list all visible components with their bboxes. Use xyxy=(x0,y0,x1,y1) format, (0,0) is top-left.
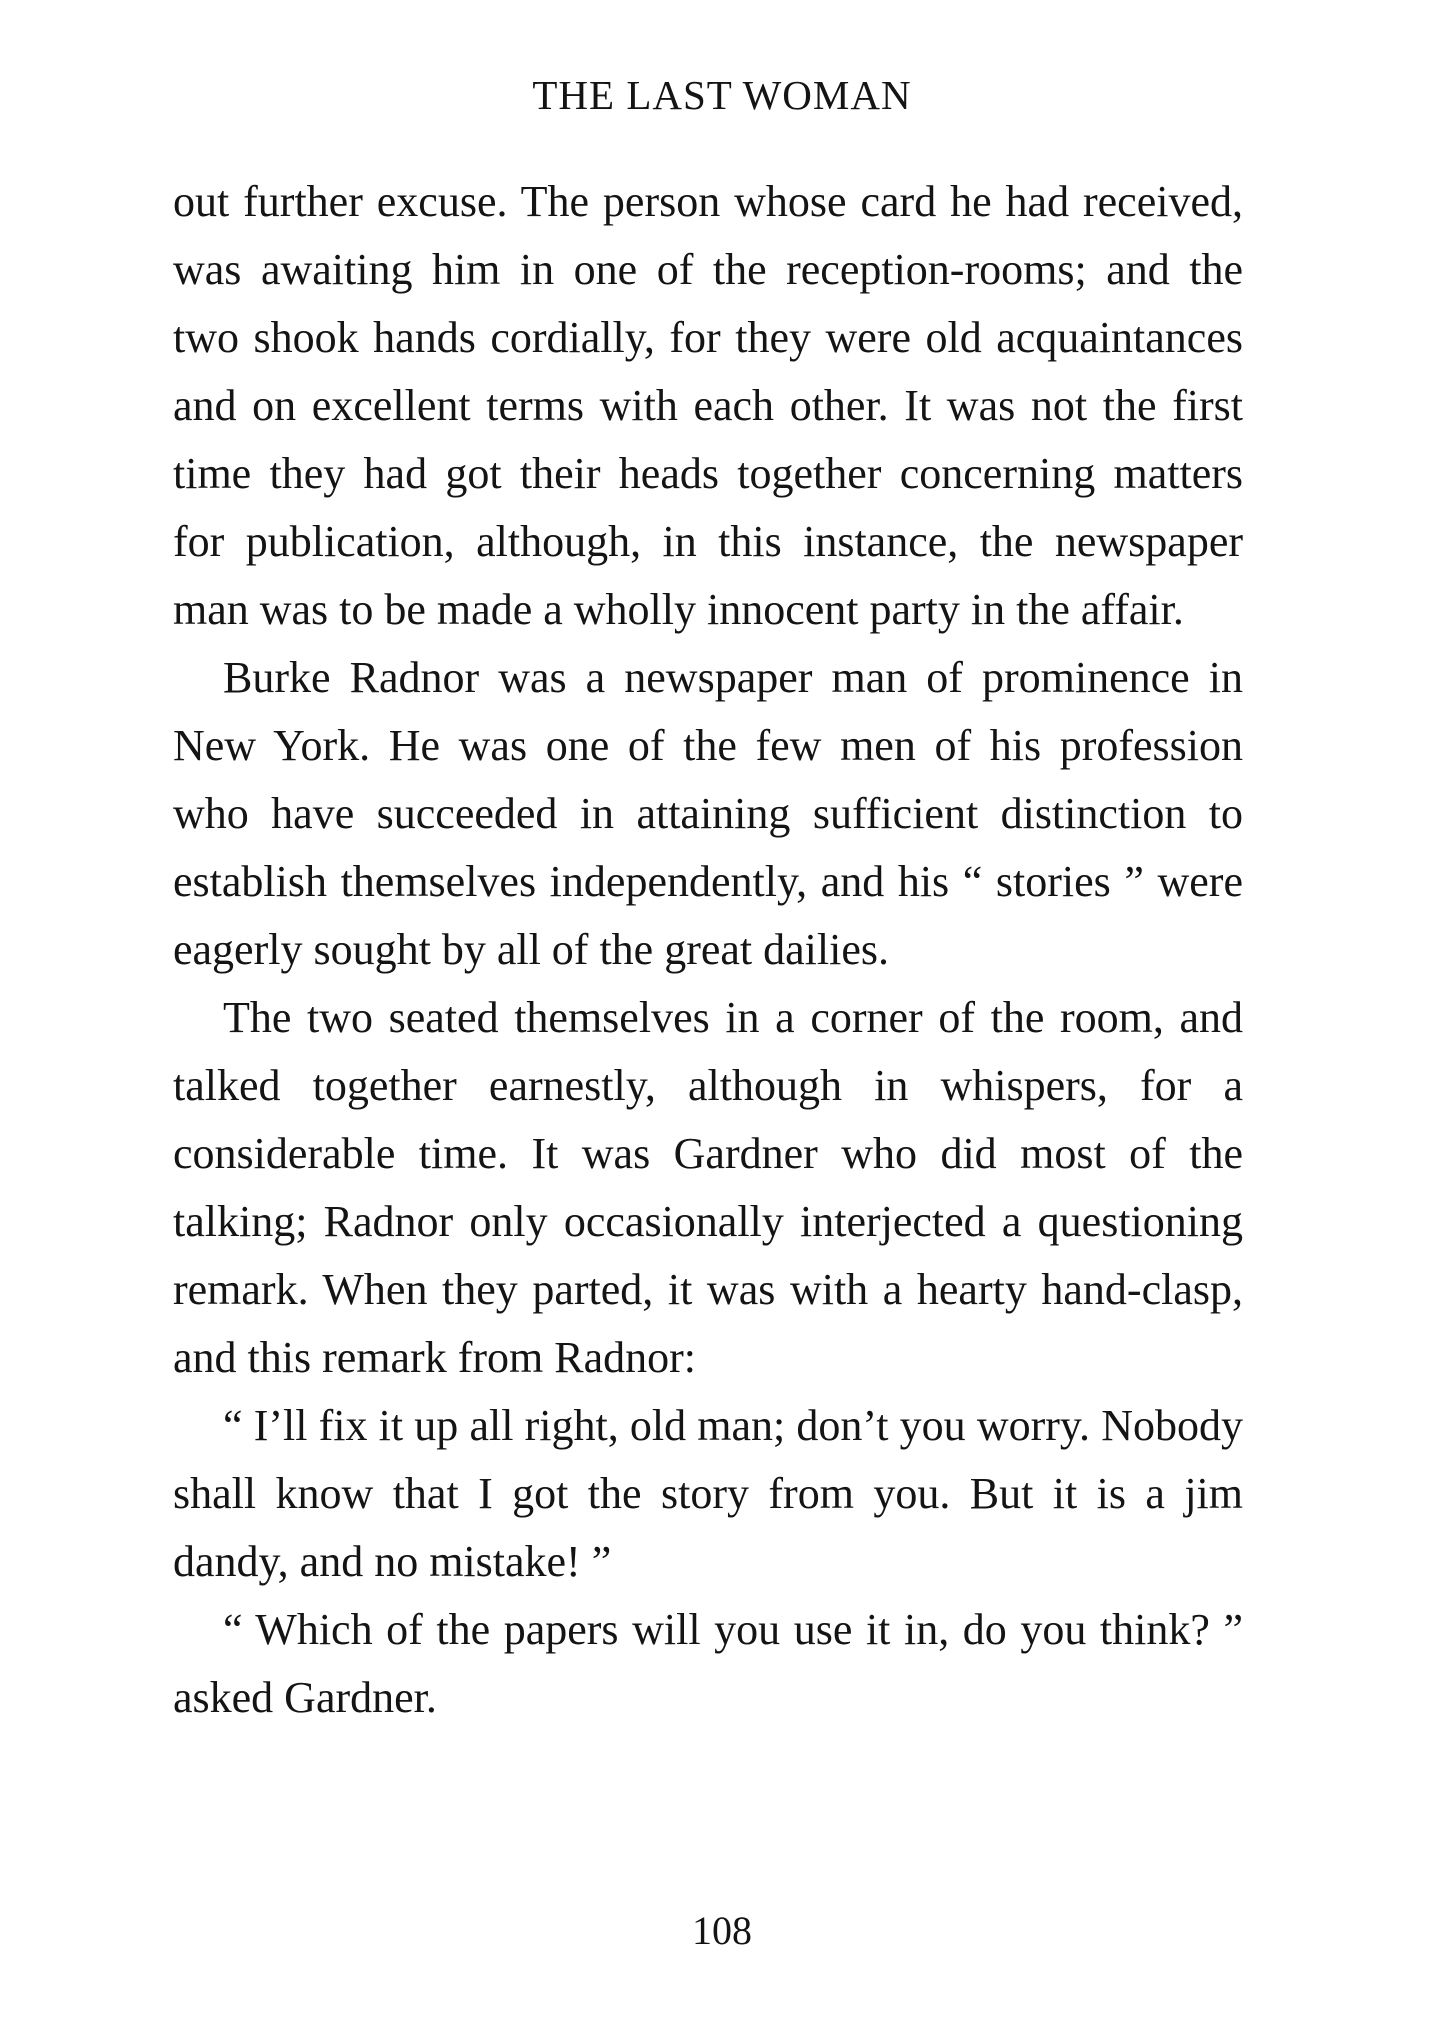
paragraph-2: Burke Radnor was a newspaper man of prominence in New York. He was one of the few men of his profession who have succeeded in attaining sufficient distinction to establish themselves independently, and his “ stories ” were eagerly sought by all of the great dailies. xyxy=(173,653,1243,974)
body-text xyxy=(173,168,1243,1732)
running-head: THE LAST WOMAN xyxy=(532,72,912,118)
paragraph-3: The two seated themselves in a corner of the room, and talked together earnestly, although in whispers, for a considerable time. It was Gardner who did most of the talking; Radnor only occasionally interjected a questioning remark. When they parted, it was with a hearty hand-clasp, and this remark from Radnor: xyxy=(173,993,1243,1382)
paragraph-5: “ Which of the papers will you use it in, do you think? ” asked Gardner. xyxy=(173,1605,1243,1722)
page-number: 108 xyxy=(692,1908,752,1953)
paragraph-4: “ I’ll fix it up all right, old man; don’t you worry. Nobody shall know that I got the story from you. But it is a jim dandy, and no mistake! ” xyxy=(173,1401,1243,1586)
paragraph-1: out further excuse. The person whose card he had received, was awaiting him in one of the reception-rooms; and the two shook hands cordially, for they were old acquaintances and on excellent terms with each other. It was not the first time they had got their heads together concerning matters for publication, although, in this instance, the newspaper man was to be made a wholly innocent party in the affair. xyxy=(173,177,1243,634)
